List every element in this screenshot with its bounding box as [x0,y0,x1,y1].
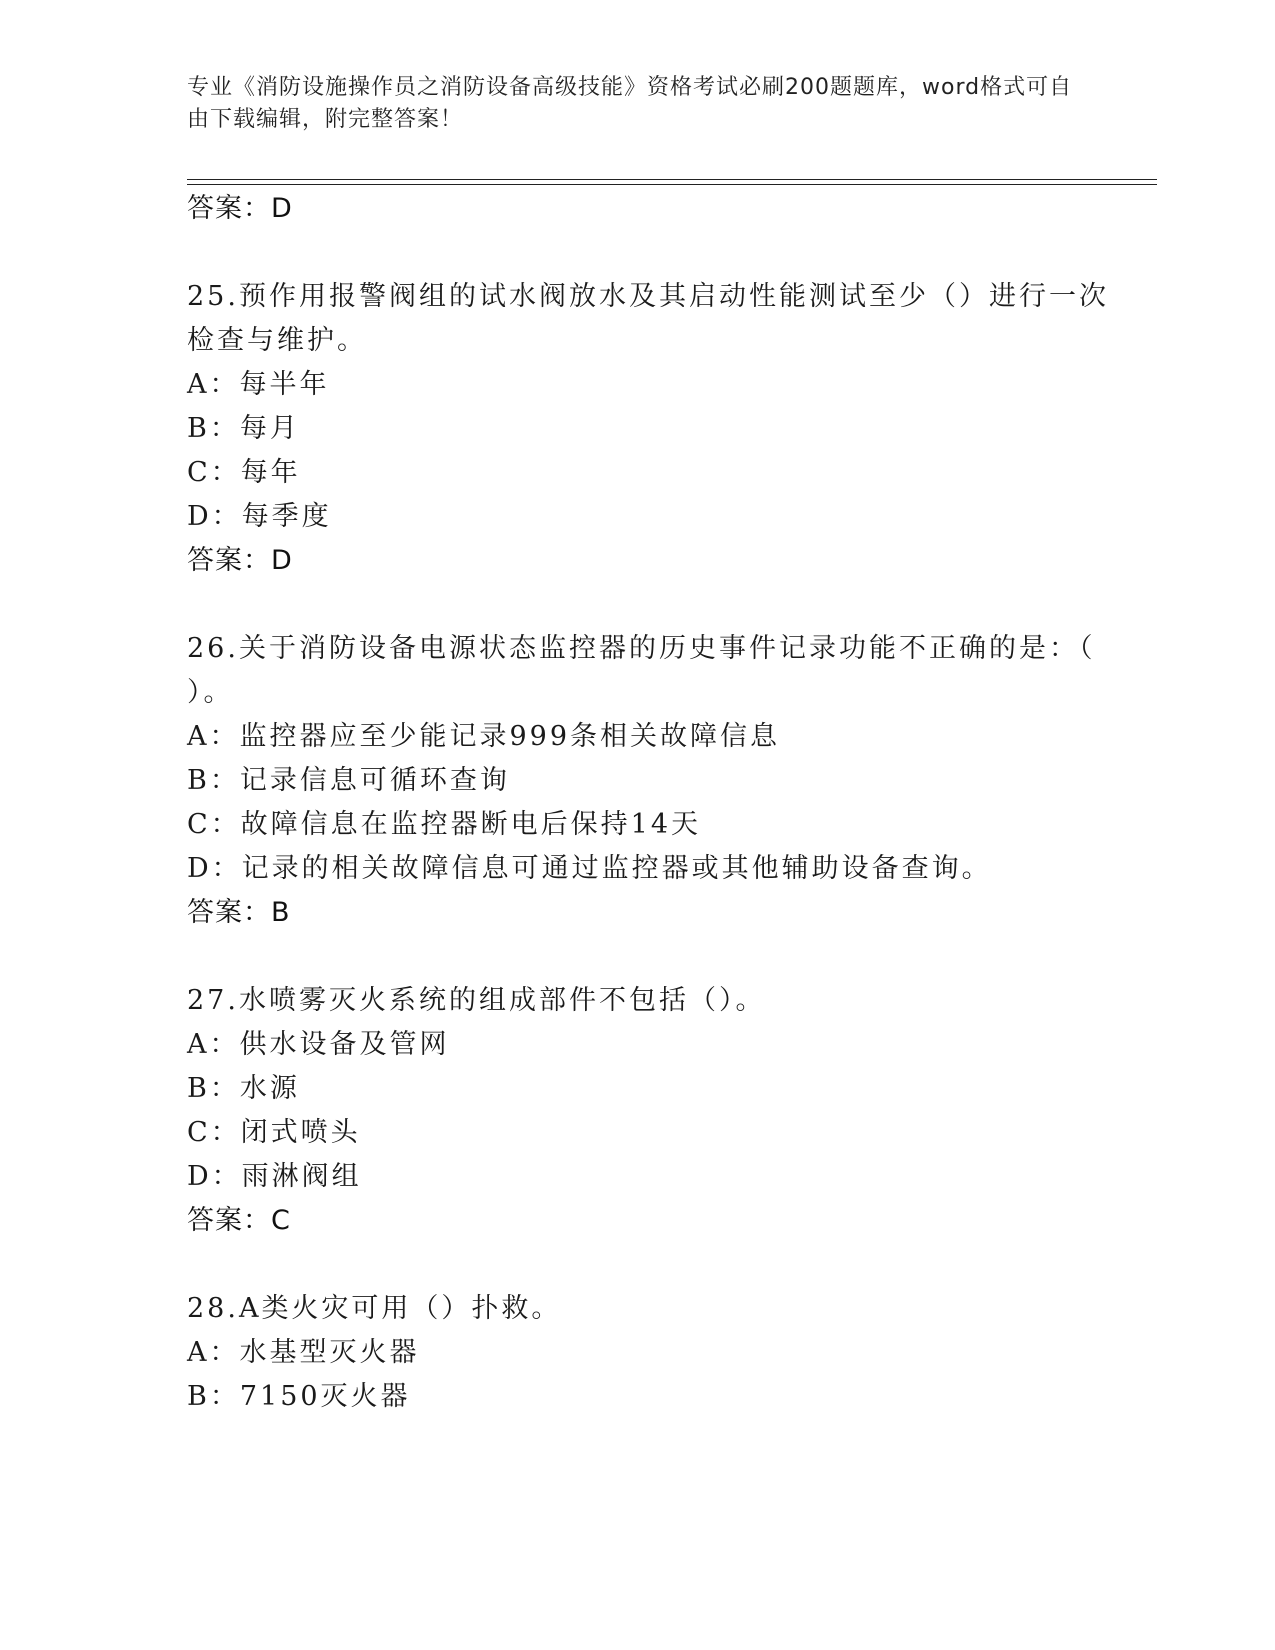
question-stem-continued: 检查与维护。 [187,325,367,356]
answer-line [187,186,293,225]
header-divider-top [187,179,1157,180]
option-a: A：监控器应至少能记录999条相关故障信息 [187,721,781,752]
answer-value: D [271,545,293,576]
question-stem: 28.A类火灾可用（）扑救。 [187,1293,562,1324]
option-c: C：故障信息在监控器断电后保持14天 [187,809,702,840]
question-stem: 25.预作用报警阀组的试水阀放水及其启动性能测试至少（）进行一次 [187,281,1109,312]
option-b: B：7150灭火器 [187,1381,411,1412]
option-b: B：每月 [187,413,300,444]
option-b: B：记录信息可循环查询 [187,765,510,796]
answer-value: C [271,1205,291,1236]
answer-line [187,538,293,577]
question-stem-continued: ）。 [187,677,234,708]
option-c: C：每年 [187,457,301,488]
answer-value: D [271,193,293,224]
option-a: A：每半年 [187,369,330,400]
option-a: A：供水设备及管网 [187,1029,450,1060]
question-stem: 26.关于消防设备电源状态监控器的历史事件记录功能不正确的是：（ [187,633,1096,664]
answer-value: B [271,897,291,928]
answer-line [187,890,291,929]
answer-label: 答案： [187,897,271,928]
option-d: D：记录的相关故障信息可通过监控器或其他辅助设备查询。 [187,853,992,884]
option-b: B：水源 [187,1073,300,1104]
header-divider-bottom [187,184,1157,185]
answer-line [187,1198,291,1237]
option-c: C：闭式喷头 [187,1117,361,1148]
option-a: A：水基型灭火器 [187,1337,420,1368]
option-d: D：每季度 [187,501,332,532]
answer-label: 答案： [187,545,271,576]
document-header [187,72,1077,136]
option-d: D：雨淋阀组 [187,1161,362,1192]
question-stem: 27.水喷雾灭火系统的组成部件不包括（）。 [187,985,766,1016]
answer-label: 答案： [187,193,271,224]
header-title: 专业《消防设施操作员之消防设备高级技能》资格考试必刷200题题库，word格式可自由下载编辑，附完整答案！ [187,75,1073,132]
answer-label: 答案： [187,1205,271,1236]
